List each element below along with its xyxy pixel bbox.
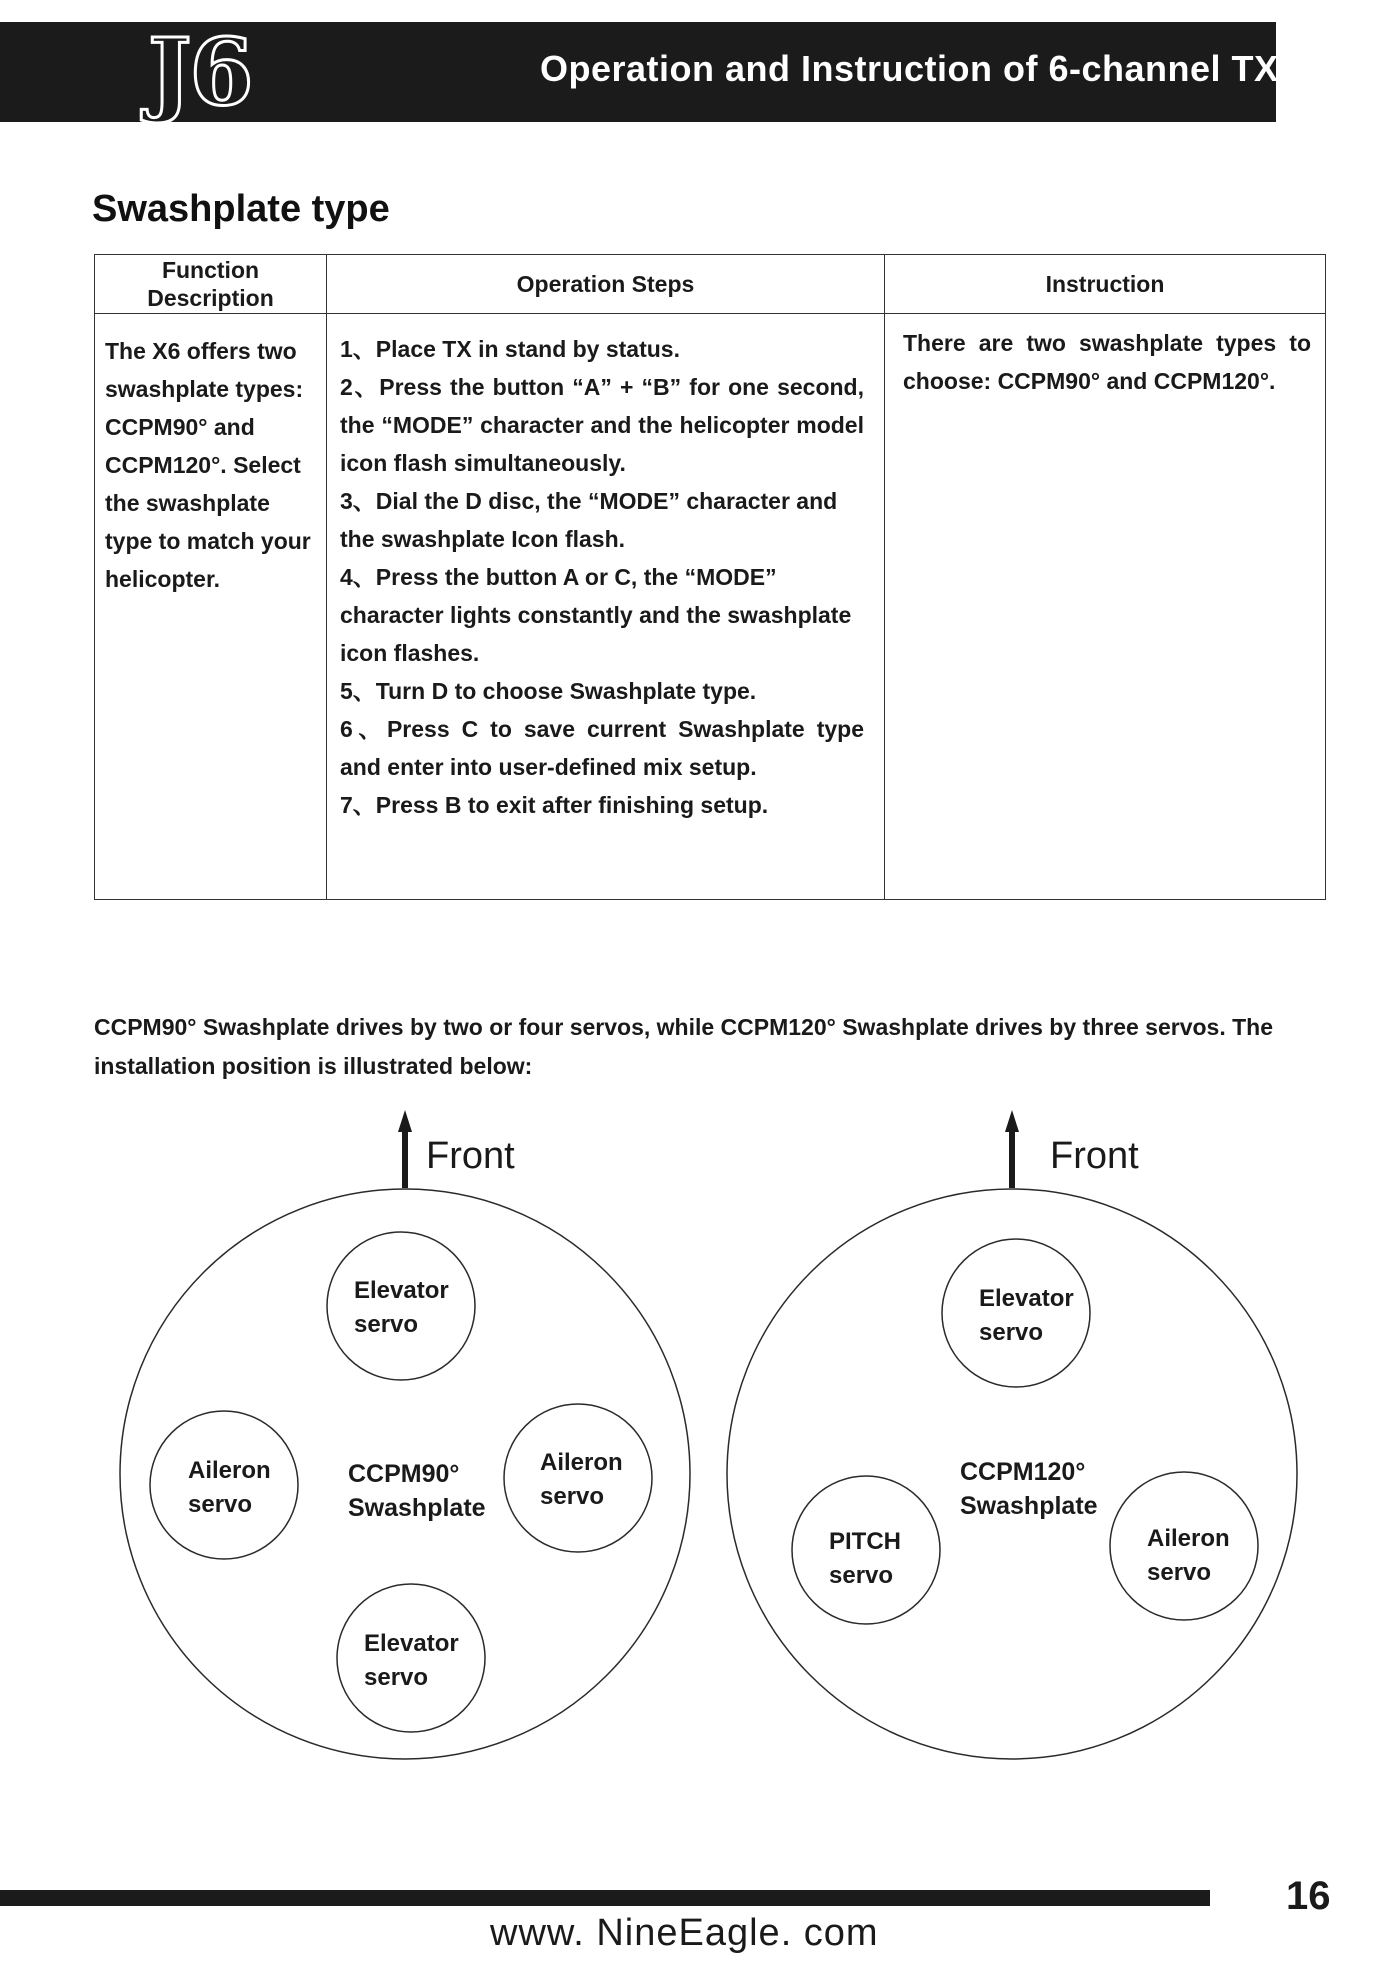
front-arrow-icon bbox=[398, 1110, 412, 1188]
servo-label: Aileron bbox=[1147, 1525, 1230, 1552]
aileron-servo-right bbox=[504, 1404, 652, 1552]
intro-paragraph: CCPM90° Swashplate drives by two or four servos, while CCPM120° Swashplate drives by three servos. The installation position is illustrated below: bbox=[94, 1014, 1274, 1079]
table-header-row bbox=[95, 255, 1326, 314]
header-title: Operation and Instruction of 6-channel TX bbox=[540, 48, 1279, 89]
servo-label: servo bbox=[1147, 1559, 1212, 1586]
servo-label: servo bbox=[354, 1311, 419, 1338]
front-label: Front bbox=[1050, 1135, 1139, 1177]
step-3: 3、Dial the D disc, the “MODE” character and the swashplate Icon flash. bbox=[340, 488, 838, 552]
step-2: 2、Press the button “A” + “B” for one second, the “MODE” character and the helicopter model icon flash simultaneously. bbox=[340, 374, 864, 476]
aileron-servo-right bbox=[1110, 1472, 1258, 1620]
front-arrow-icon bbox=[1005, 1110, 1019, 1188]
pitch-servo-left bbox=[792, 1476, 940, 1624]
servo-label: servo bbox=[188, 1491, 253, 1518]
function-description: The X6 offers two swashplate types: CCPM90° and CCPM120°. Select the swashplate type to match your helicopter. bbox=[95, 314, 327, 900]
step-6: 6、Press C to save current Swashplate type and enter into user-defined mix setup. bbox=[340, 716, 864, 780]
table-row bbox=[95, 314, 1326, 900]
servo-label: Aileron bbox=[188, 1457, 271, 1484]
operation-steps bbox=[327, 314, 885, 900]
servo-label: Elevator bbox=[364, 1630, 459, 1657]
column-header-steps: Operation Steps bbox=[327, 255, 885, 314]
servo-label: Elevator bbox=[354, 1277, 449, 1304]
swashplate-center-label: Swashplate bbox=[348, 1494, 486, 1522]
ccpm120-diagram bbox=[727, 1110, 1297, 1759]
website-url: www. NineEagle. com bbox=[490, 1912, 879, 1954]
step-7: 7、Press B to exit after finishing setup. bbox=[340, 792, 769, 818]
ccpm90-diagram bbox=[120, 1110, 690, 1759]
elevator-servo-top bbox=[942, 1239, 1090, 1387]
step-5: 5、Turn D to choose Swashplate type. bbox=[340, 678, 757, 704]
servo-label: PITCH bbox=[829, 1528, 901, 1555]
aileron-servo-left bbox=[150, 1411, 298, 1559]
column-header-instruction: Instruction bbox=[885, 255, 1326, 314]
page-number: 16 bbox=[1286, 1874, 1331, 1918]
swashplate-center-label: Swashplate bbox=[960, 1492, 1098, 1520]
swashplate-center-label: CCPM120° bbox=[960, 1458, 1086, 1486]
servo-label: Aileron bbox=[540, 1449, 623, 1476]
swashplate-center-label: CCPM90° bbox=[348, 1460, 460, 1488]
instruction-text: There are two swashplate types to choose: CCPM90° and CCPM120°. bbox=[885, 314, 1326, 900]
servo-label: Elevator bbox=[979, 1285, 1074, 1312]
servo-label: servo bbox=[979, 1319, 1044, 1346]
step-1: 1、Place TX in stand by status. bbox=[340, 336, 680, 362]
footer-bar bbox=[0, 1890, 1210, 1906]
brand-logo: J6 bbox=[148, 18, 252, 126]
elevator-servo-top bbox=[327, 1232, 475, 1380]
column-header-function: Function Description bbox=[95, 255, 327, 314]
swashplate-table bbox=[94, 254, 1326, 900]
servo-label: servo bbox=[540, 1483, 605, 1510]
step-4: 4、Press the button A or C, the “MODE” character lights constantly and the swashplate icon flashes. bbox=[340, 564, 852, 666]
front-label: Front bbox=[426, 1135, 515, 1177]
section-title: Swashplate type bbox=[92, 188, 390, 230]
elevator-servo-bottom bbox=[337, 1584, 485, 1732]
swashplate-diagrams bbox=[0, 1100, 1398, 1780]
servo-label: servo bbox=[364, 1664, 429, 1691]
servo-label: servo bbox=[829, 1562, 894, 1589]
